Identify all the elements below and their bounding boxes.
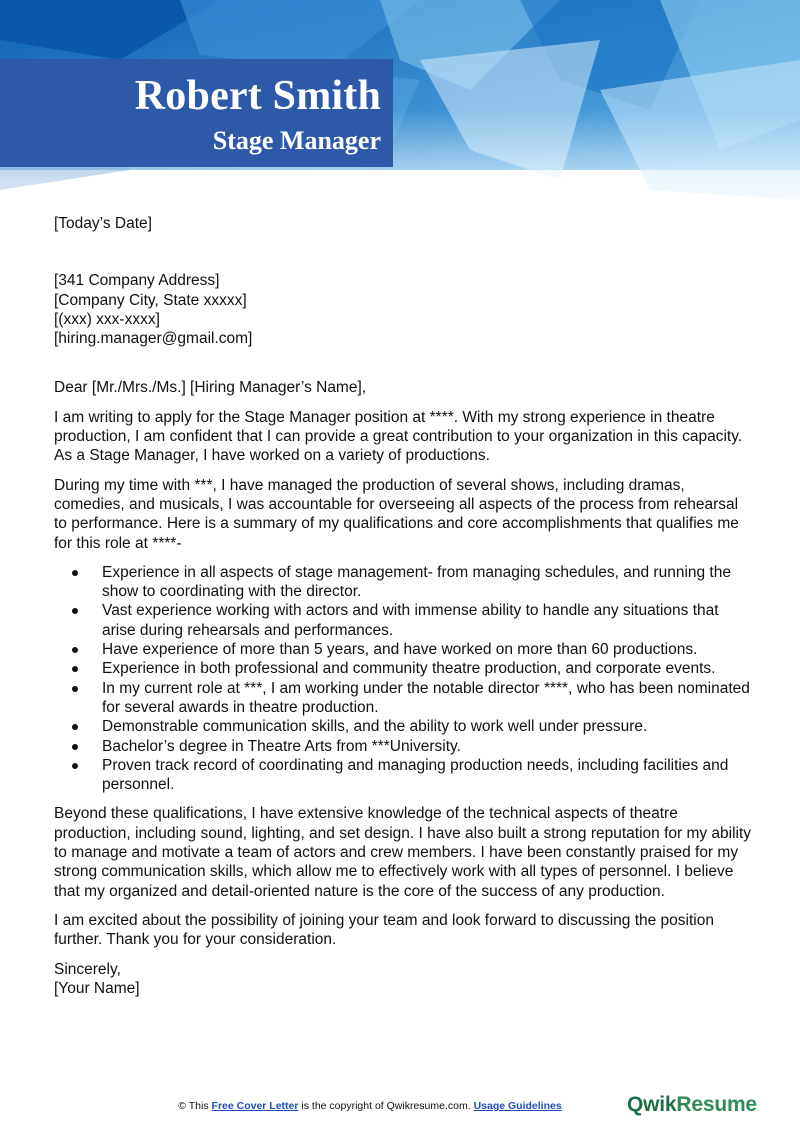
paragraph-intro: I am writing to apply for the Stage Manager position at ****. With my strong experience in theatre production, I am confident that I can provide a great contribution to your organization in this capacity. As a Stage Manager, I have worked on a variety of productions. xyxy=(54,408,743,465)
paragraph-experience: During my time with ***, I have managed the production of several shows, including dramas, comedies, and musicals, I was accountable for overseeing all aspects of the process from rehearsal to performance. Here is a summary of my qualifications and core accomplishments that qualifies me for this role at ****- xyxy=(54,476,739,552)
list-item: Proven track record of coordinating and managing production needs, including facilities and personnel. xyxy=(102,756,754,795)
logo-part-resume: Resume xyxy=(676,1093,757,1116)
qwikresume-logo xyxy=(627,1093,757,1117)
address-line: [Company City, State xxxxx] xyxy=(54,291,247,309)
logo-part-qwik: Qwik xyxy=(627,1093,677,1116)
free-cover-letter-link[interactable]: Free Cover Letter xyxy=(211,1100,299,1112)
footer-prefix: © This xyxy=(178,1100,209,1112)
letter-date: [Today’s Date] xyxy=(54,215,152,232)
header-name-banner xyxy=(0,59,393,167)
paragraph-knowledge: Beyond these qualifications, I have extensive knowledge of the technical aspects of theatre production, including sound, lighting, and set design. I have also built a strong reputation for my ability to manage and motivate a team of actors and crew members. I have been constantly praised for my strong communication skills, which allow me to effectively work with all types of personnel. I believe that my organized and detail-oriented nature is the core of the success of any production. xyxy=(54,805,752,900)
salutation: Dear [Mr./Mrs./Ms.] [Hiring Manager’s Name], xyxy=(54,379,367,397)
paragraph-closing: I am excited about the possibility of joining your team and look forward to discussing the position further. Thank you for your consideration. xyxy=(54,911,714,949)
list-item: Experience in both professional and community theatre production, and corporate events. xyxy=(102,659,754,678)
letter-body xyxy=(54,214,754,998)
address-line: [hiring.manager@gmail.com] xyxy=(54,330,253,348)
applicant-name: Robert Smith xyxy=(134,73,381,119)
list-item: Demonstrable communication skills, and the ability to work well under pressure. xyxy=(102,717,754,736)
qualifications-list xyxy=(54,563,754,795)
list-item: Vast experience working with actors and with immense ability to handle any situations that arise during rehearsals and performances. xyxy=(102,601,754,640)
address-line: [341 Company Address] xyxy=(54,272,220,290)
signature: [Your Name] xyxy=(54,979,140,997)
recipient-address xyxy=(54,271,754,348)
list-item: Experience in all aspects of stage management- from managing schedules, and running the show to coordinating with the director. xyxy=(102,563,754,602)
usage-guidelines-link[interactable]: Usage Guidelines xyxy=(473,1100,562,1112)
list-item: Have experience of more than 5 years, and have worked on more than 60 productions. xyxy=(102,640,754,659)
address-line: [(xxx) xxx-xxxx] xyxy=(54,310,160,328)
footer-middle-text: is the copyright of Qwikresume.com. xyxy=(301,1100,471,1112)
applicant-job-title: Stage Manager xyxy=(212,126,381,155)
list-item: Bachelor’s degree in Theatre Arts from ***University. xyxy=(102,737,754,756)
closing-phrase: Sincerely, xyxy=(54,960,121,978)
list-item: In my current role at ***, I am working under the notable director ****, who has been nominated for several awards in theatre production. xyxy=(102,679,754,718)
